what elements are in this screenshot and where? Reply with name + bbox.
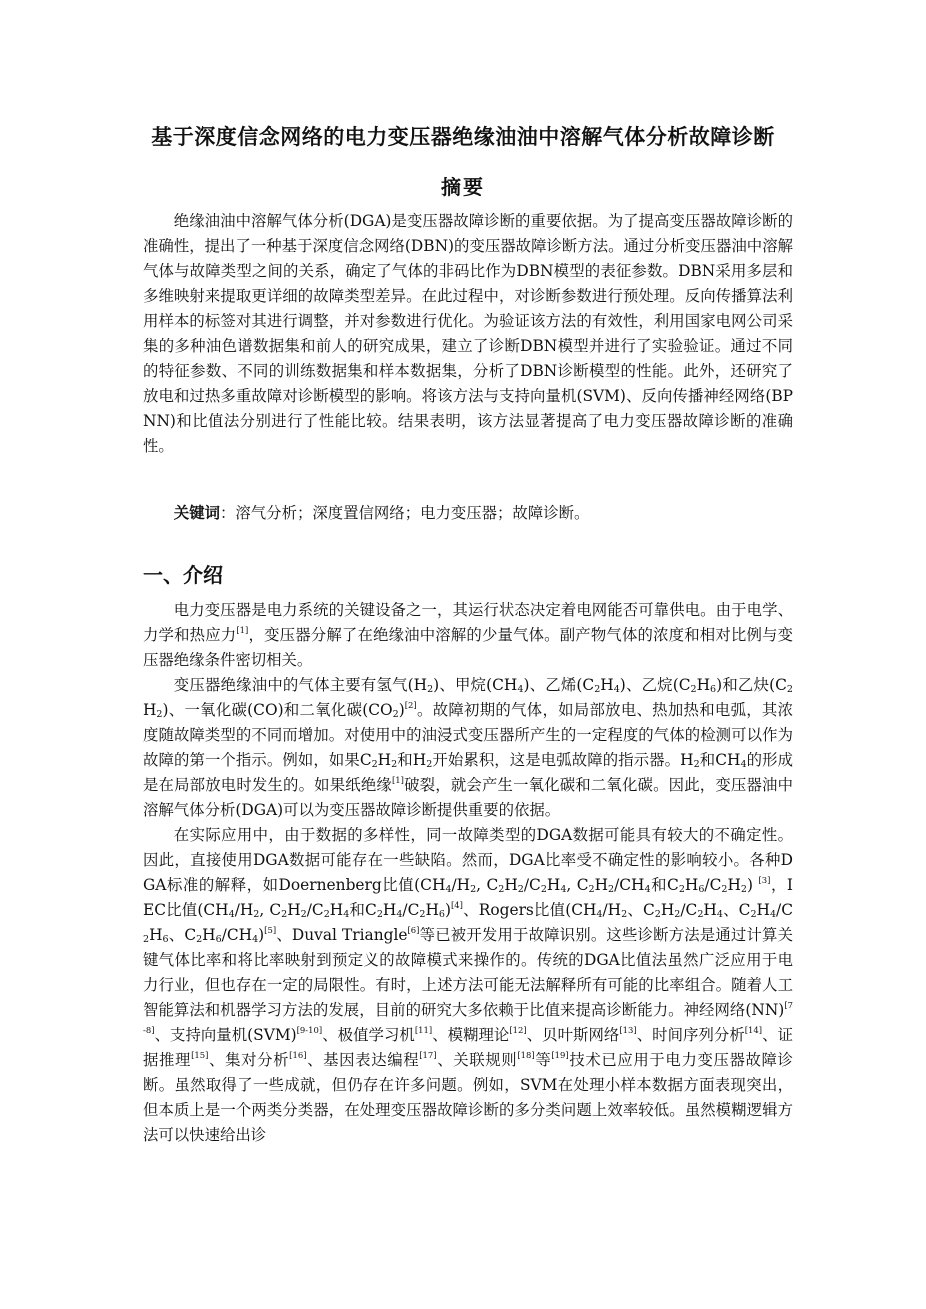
text-run: /C: [523, 876, 541, 894]
paper-title: 基于深度信念网络的电力变压器绝缘油油中溶解气体分析故障诊断: [151, 125, 775, 149]
text-run: 变压器绝缘油中的气体主要有氢气(H: [173, 676, 428, 694]
text-run: 破裂，就会产生一氧化碳和二氧化碳。因此，变压器油中溶解气体分析(DGA)可以为变压器故障诊断提供重要的依据。: [143, 776, 793, 819]
subscript: 2: [371, 758, 378, 770]
text-run: 技术已应用于电力变压器故障诊断。虽然取得了一些成就，但仍存在许多问题。例如，SVM在处理小样本数据方面表现突出，但本质上是一个两类分类器，在处理变压器故障诊断的多分类问题上效率较低。虽然模糊逻辑方法可以快速给出诊: [143, 1051, 793, 1144]
subscript: 2: [281, 908, 288, 920]
text-run: )、乙烷(C: [619, 676, 691, 694]
subscript: 4: [343, 908, 350, 920]
subscript: 4: [445, 883, 452, 895]
text-run: )、乙烯(C: [523, 676, 595, 694]
text-run: /C: [704, 876, 722, 894]
text-run: /H: [602, 901, 622, 919]
text-run: ): [398, 701, 405, 719]
subscript: 2: [621, 908, 628, 920]
citation: [7-8]: [143, 1000, 793, 1036]
subscript: 4: [740, 758, 747, 770]
subscript: 2: [253, 908, 260, 920]
subscript: 2: [392, 708, 399, 720]
citation: [5]: [264, 925, 277, 936]
subscript: 2: [674, 908, 681, 920]
subscript: 2: [156, 708, 163, 720]
text-run: 、C: [722, 901, 751, 919]
introduction-body: [143, 598, 793, 1148]
text-run: 和C: [650, 876, 679, 894]
abstract-heading: 摘要: [441, 175, 485, 199]
keywords-text: 溶气分析；深度置信网络；电力变压器；故障诊断。: [235, 504, 590, 522]
text-run: )、甲烷(CH: [433, 676, 518, 694]
citation: [1]: [236, 625, 249, 636]
text-run: 、模糊理论: [432, 1026, 510, 1044]
text-run: , C: [259, 901, 282, 919]
text-run: 、证据推理: [143, 1026, 793, 1069]
text-run: 、贝叶斯网络: [526, 1026, 620, 1044]
text-run: /C: [680, 901, 698, 919]
subscript: 2: [323, 908, 330, 920]
citation: [13]: [619, 1025, 637, 1036]
subscript: 2: [426, 758, 433, 770]
text-run: 、集对分析: [208, 1051, 290, 1069]
subscript: 2: [498, 883, 505, 895]
text-run: /CH: [614, 876, 645, 894]
citation: [18]: [517, 1050, 535, 1061]
subscript: 2: [721, 883, 728, 895]
citation: [3]: [758, 875, 771, 886]
citation: [2]: [404, 700, 417, 711]
text-run: 、时间序列分析: [636, 1026, 745, 1044]
subscript: 4: [228, 908, 235, 920]
subscript: 6: [698, 883, 705, 895]
keywords-line: [143, 501, 793, 526]
subscript: 2: [470, 883, 477, 895]
text-run: ，IEC比值(CH: [143, 876, 793, 919]
subscript: 2: [690, 683, 697, 695]
abstract-paragraph: 绝缘油油中溶解气体分析(DGA)是变压器故障诊断的重要依据。为了提高变压器故障诊断的准确性，提出了一种基于深度信念网络(DBN)的变压器故障诊断方法。通过分析变压器油中溶解气体与故障类型之间的关系，确定了气体的非码比作为DBN模型的表征参数。DBN采用多层和多维映射来提取更详细的故障类型差异。在此过程中，对诊断参数进行预处理。反向传播算法利用样本的标签对其进行调整，并对参数进行优化。为验证该方法的有效性，利用国家电网公司采集的多种油色谱数据集和前人的研究成果，建立了诊断DBN模型并进行了实验验证。通过不同的特征参数、不同的训练数据集和样本数据集，分析了DBN诊断模型的性能。此外，还研究了放电和过热多重故障对诊断模型的影响。将该方法与支持向量机(SVM)、反向传播神经网络(BPNN)和比值法分别进行了性能比较。结果表明，该方法显著提高了电力变压器故障诊断的准确性。: [143, 212, 793, 455]
subscript: 2: [427, 683, 434, 695]
text-run: 在实际应用中，由于数据的多样性，同一故障类型的DGA数据可能具有较大的不确定性。因此，直接使用DGA数据可能存在一些缺陷。然而，DGA比率受不确定性的影响较小。各种DGA标准的解释，如Doernenberg比值(CH: [143, 826, 793, 894]
text-run: 、极值学习机: [322, 1026, 415, 1044]
subscript: 2: [376, 908, 383, 920]
subscript: 2: [594, 683, 601, 695]
subscript: 2: [608, 883, 615, 895]
text-run: 、基因表达编程: [306, 1051, 420, 1069]
text-run: /H: [234, 901, 254, 919]
citation: [6]: [407, 925, 420, 936]
text-run: /H: [451, 876, 471, 894]
citation: [16]: [289, 1050, 307, 1061]
text-run: 、Rogers比值(CH: [462, 901, 597, 919]
subscript: 2: [419, 908, 426, 920]
text-run: 、C: [168, 926, 197, 944]
citation: [9-10]: [296, 1025, 323, 1036]
subscript: 4: [769, 908, 777, 920]
text-run: , C: [476, 876, 499, 894]
intro-paragraph-2: 变压器绝缘油中的气体主要有氢气$(H_2)$、甲烷$(CH_4)$、乙烯$(C_2H_4)$、乙烷$(C_2H_6)$和乙炔$(C_2H_2)$、一氧化碳(CO)和二氧化碳$(CO_2)[2]$。故障初期的气体，如局部放电、热加热和电弧，其浓度随故障类型的不同而增加。对使用中的油浸式变压器所产生的一定程度的气体的检测可以作为故障的第一个指示。例如，如果$C_2H_2$和$H_2$开始累积，这是电弧故障的指示器。$H_2$和$CH_4$的形成是在局部放电时发生的。如果纸绝缘[1]破裂，就会产生一氧化碳和二氧化碳。因此，变压器油中溶解气体分析(DGA)可以为变压器故障诊断提供重要的依据。: [143, 676, 793, 819]
subscript: 4: [396, 908, 403, 920]
text-run: 的形成是在局部放电时发生的。如果纸绝缘: [143, 751, 793, 794]
subscript: 6: [162, 933, 169, 945]
keywords-label: 关键词: [173, 504, 220, 522]
text-run: ): [444, 901, 451, 919]
text-run: /C: [402, 901, 420, 919]
abstract-body: [143, 209, 793, 459]
citation: [14]: [744, 1025, 763, 1036]
subscript: 2: [750, 908, 757, 920]
subscript: 2: [196, 933, 203, 945]
text-run: 、Duval Triangle: [276, 926, 408, 944]
subscript: 4: [252, 933, 259, 945]
subscript: 2: [517, 883, 524, 895]
subscript: 6: [710, 683, 717, 695]
subscript: 2: [678, 883, 685, 895]
text-run: 等: [534, 1051, 552, 1069]
subscript: 2: [143, 933, 150, 945]
subscript: 4: [596, 908, 603, 920]
citation: [15]: [191, 1050, 209, 1061]
keywords-separator: ：: [219, 504, 236, 522]
subscript: 6: [215, 933, 222, 945]
text-run: /C: [776, 901, 794, 919]
text-run: 开始累积，这是电弧故障的指示器。H: [432, 751, 694, 769]
subscript: 4: [560, 883, 567, 895]
citation: [17]: [419, 1050, 437, 1061]
text-run: ): [258, 926, 265, 944]
text-run: 、C: [627, 901, 655, 919]
subscript: 2: [693, 758, 700, 770]
subscript: 2: [588, 883, 595, 895]
subscript: 2: [740, 883, 747, 895]
subscript: 2: [540, 883, 547, 895]
subscript: 4: [613, 683, 620, 695]
intro-paragraph-1: [143, 598, 793, 673]
citation: [12]: [509, 1025, 527, 1036]
text-run: 。故障初期的气体，如局部放电、热加热和电弧，其浓度随故障类型的不同而增加。对使用中的油浸式变压器所产生的一定程度的气体的检测可以作为故障的第一个指示。例如，如果C: [143, 701, 793, 769]
intro-paragraph-3: 在实际应用中，由于数据的多样性，同一故障类型的DGA数据可能具有较大的不确定性。因此，直接使用DGA数据可能存在一些缺陷。然而，DGA比率受不确定性的影响较小。各种DGA标准的解释，如Doernenberg比值($CH_4/H_2$, $C_2H_2/C_2H_4$, $C_2H_2/CH_4$和$C_2H_6/C_2H_2$) [3]，IEC比值($CH_4/H_2$, $C_2H_2/C_2H_4$和$C_2H_4/C_2H_6)[4]$、Rogers比值($CH_4/H_2$、$C_2H_2/C_2H_4$、$C_2H_4/C_2H_6$、$C_2H_6/CH_4)[5]$、Duval Triangle[6]等已被开发用于故障识别。这些诊断方法是通过计算关键气体比率和将比率映射到预定义的故障模式来操作的。传统的DGA比值法虽然广泛应用于电力行业，但也存在一定的局限性。有时，上述方法可能无法解释所有可能的比率组合。随着人工智能算法和机器学习方法的发展，目前的研究大多依赖于比值来提高诊断能力。神经网络(NN)[7-8]、支持向量机(SVM)[9-10]、极值学习机[11]、模糊理论[12]、贝叶斯网络[13]、时间序列分析[14]、证据推理[15]、集对分析[16]、基因表达编程[17]、关联规则[18]等[19]技术已应用于电力变压器故障诊断。虽然取得了一些成就，但仍存在许多问题。例如，SVM在处理小样本数据方面表现突出，但本质上是一个两类分类器，在处理变压器故障诊断的多分类问题上效率较低。虽然模糊逻辑方法可以快速给出诊: [143, 826, 794, 1144]
citation: [11]: [414, 1025, 433, 1036]
text-run: 、关联规则: [436, 1051, 518, 1069]
subscript: 6: [438, 908, 445, 920]
subscript: 2: [300, 908, 307, 920]
citation: [4]: [450, 900, 463, 911]
text-run: 等已被开发用于故障识别。这些诊断方法是通过计算关键气体比率和将比率映射到预定义的故障模式来操作的。传统的DGA比值法虽然广泛应用于电力行业，但也存在一定的局限性。有时，上述方法可能无法解释所有可能的比率组合。随着人工智能算法和机器学习方法的发展，目前的研究大多依赖于比值来提高诊断能力。神经网络(NN): [143, 926, 793, 1019]
text-run: 和CH: [699, 751, 741, 769]
section-heading-introduction: 一、介绍: [143, 563, 223, 587]
subscript: 2: [786, 683, 793, 695]
subscript: 4: [517, 683, 524, 695]
text-run: /CH: [221, 926, 253, 944]
text-run: ，变压器分解了在绝缘油中溶解的少量气体。副产物气体的浓度和相对比例与变压器绝缘条件密切相关。: [143, 626, 793, 669]
subscript: 2: [654, 908, 661, 920]
text-run: )和乙炔(C: [716, 676, 787, 694]
text-run: 电力变压器是电力系统的关键设备之一，其运行状态决定着电网能否可靠供电。由于电学、力学和热应力: [143, 601, 793, 644]
subscript: 2: [697, 908, 704, 920]
subscript: 4: [644, 883, 651, 895]
text-run: )、一氧化碳(CO)和二氧化碳(CO: [162, 701, 393, 719]
subscript: 2: [391, 758, 398, 770]
citation: [1]: [391, 775, 404, 786]
citation: [19]: [551, 1050, 569, 1061]
text-run: 和C: [349, 901, 377, 919]
text-run: /C: [306, 901, 324, 919]
text-run: 、支持向量机(SVM): [154, 1026, 297, 1044]
text-run: 和H: [397, 751, 427, 769]
text-run: , C: [566, 876, 589, 894]
text-run: ): [746, 876, 753, 894]
subscript: 4: [716, 908, 723, 920]
